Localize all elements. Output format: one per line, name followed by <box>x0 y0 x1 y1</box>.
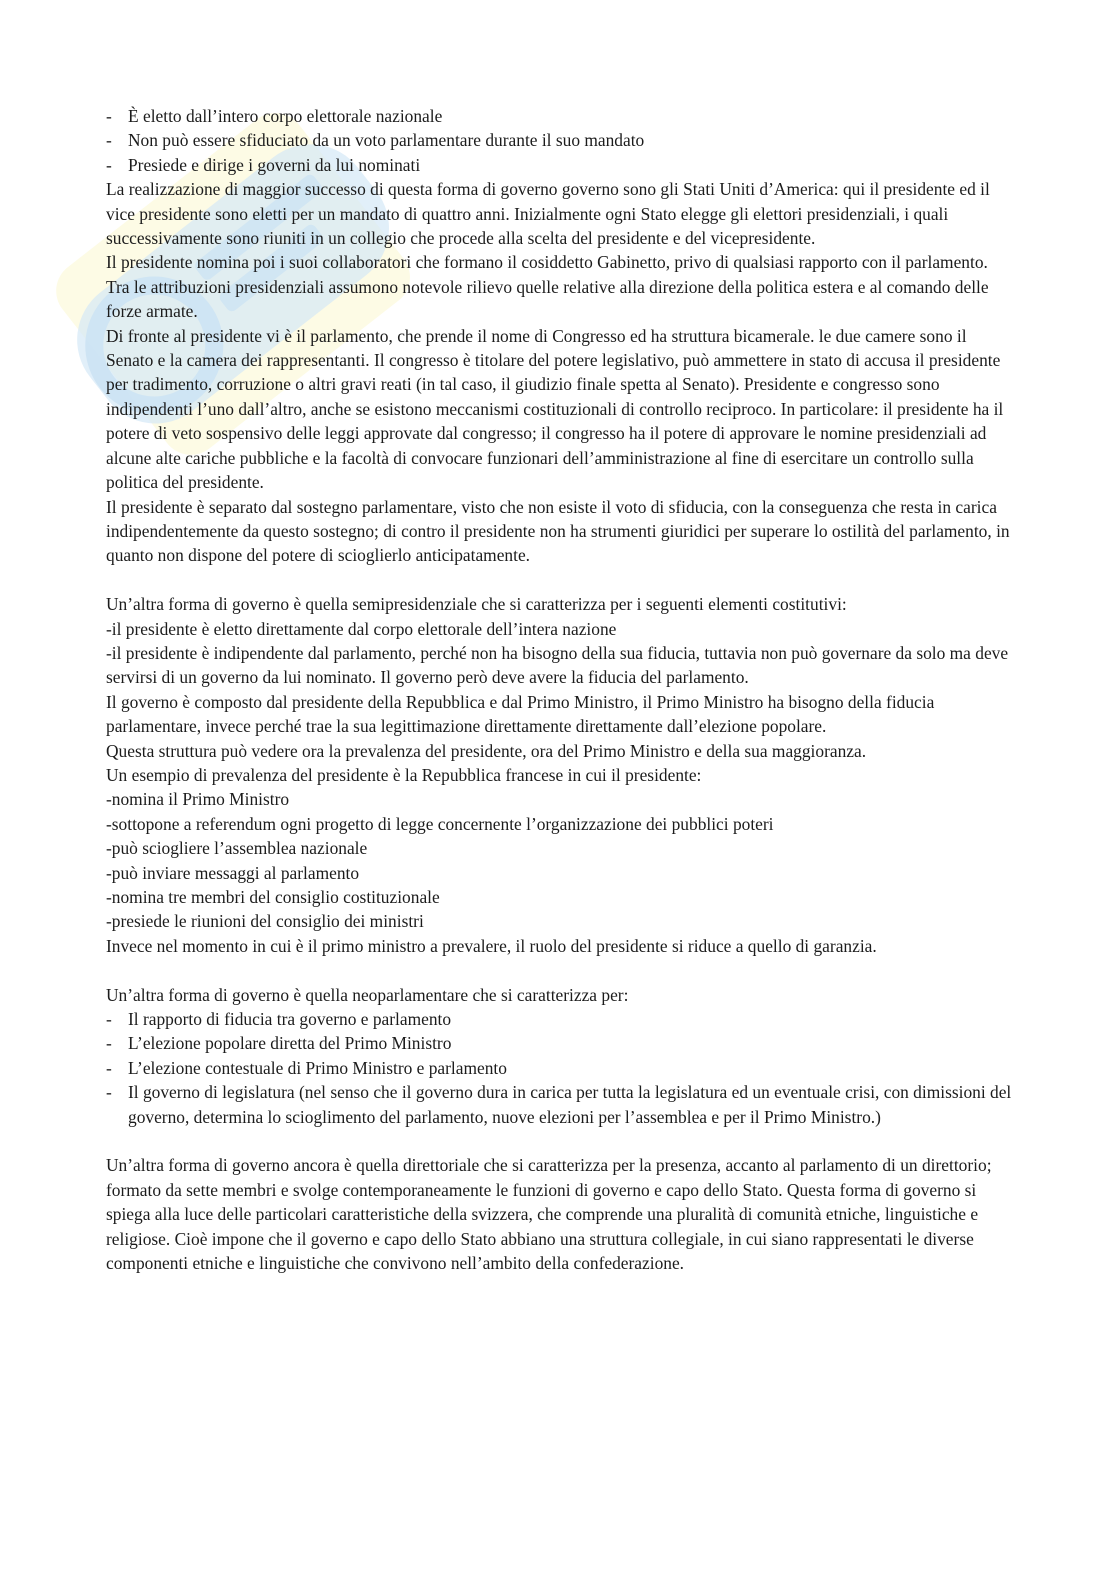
paragraph-usa-election: La realizzazione di maggior successo di questa forma di governo governo sono gli Stati Uniti d’America: qui il presidente ed il vice presidente sono eletti per un mandato di quattro anni. Inizialmente ogni Stato elegge gli elettori presidenziali, i quali successivamente sono riuniti in un collegio che procede alla scelta del presidente e del vicepresidente. <box>106 179 990 249</box>
list-item: - Non può essere sfiduciato da un voto parlamentare durante il suo mandato <box>106 128 1012 152</box>
element-item: -il presidente è indipendente dal parlamento, perché non ha bisogno della sua fiducia, tuttavia non può governare da solo ma deve servirsi di un governo da lui nominato. Il governo però deve avere la fiducia del parlamento. <box>106 642 1009 688</box>
list-item: - L’elezione popolare diretta del Primo Ministro <box>106 1031 1012 1055</box>
paragraph-government-composition: Il governo è composto dal presidente della Repubblica e dal Primo Ministro, il Primo Ministro ha bisogno della fiducia parlamentare, invece perché trae la sua legittimazione direttamente direttamente dall’elezione popolare. <box>106 691 935 737</box>
paragraph-prevalence: Questa struttura può vedere ora la prevalenza del presidente, ora del Primo Ministro e della sua maggioranza. <box>106 740 867 761</box>
paragraph-semipresidential-intro: Un’altra forma di governo è quella semipresidenziale che si caratterizza per i seguenti elementi costitutivi: <box>106 594 847 615</box>
power-item: -sottopone a referendum ogni progetto di legge concernente l’organizzazione dei pubblici poteri <box>106 813 774 834</box>
paragraph-directorial: Un’altra forma di governo ancora è quella direttoriale che si caratterizza per la presenza, accanto al parlamento di un direttorio; formato da sette membri e svolge contemporaneamente le funzioni di governo e capo dello Stato. Questa forma di governo si spiega alla luce delle particolari caratteristiche della svizzera, che comprende una pluralità di comunità etniche, linguistiche e religiose. Cioè impone che il governo e capo dello Stato abbiano una struttura collegiale, in cui siano rappresentati le diverse componenti etniche e linguistiche che convivono nell’ambito della confederazione. <box>106 1155 992 1274</box>
intro-list <box>106 104 1012 177</box>
paragraph-france-example: Un esempio di prevalenza del presidente è la Repubblica francese in cui il presidente: <box>106 764 702 785</box>
power-item: -presiede le riunioni del consiglio dei ministri <box>106 911 424 932</box>
power-item: -può inviare messaggi al parlamento <box>106 862 360 883</box>
list-item: - Presiede e dirige i governi da lui nominati <box>106 153 1012 177</box>
element-item: -il presidente è eletto direttamente dal corpo elettorale dell’intera nazione <box>106 618 617 639</box>
paragraph-separation: Il presidente è separato dal sostegno parlamentare, visto che non esiste il voto di sfiducia, con la conseguenza che resta in carica indipendentemente da questo sostegno; di contro il presidente non ha strumenti giuridici per superare lo ostilità del parlamento, in quanto non dispone del potere di scioglierlo anticipatamente. <box>106 496 1010 566</box>
list-item: - È eletto dall’intero corpo elettorale nazionale <box>106 104 1012 128</box>
power-item: -nomina il Primo Ministro <box>106 789 290 810</box>
paragraph-neoparliamentary-intro: Un’altra forma di governo è quella neoparlamentare che si caratterizza per: <box>106 984 629 1005</box>
list-item: - Il governo di legislatura (nel senso che il governo dura in carica per tutta la legislatura ed un eventuale crisi, con dimissioni del governo, determina lo scioglimento del parlamento, nuove elezioni per l’assemblea e per il Primo Ministro.) <box>106 1080 1012 1129</box>
list-item: - Il rapporto di fiducia tra governo e parlamento <box>106 1007 1012 1031</box>
power-item: -può sciogliere l’assemblea nazionale <box>106 838 368 859</box>
paragraph-guarantee: Invece nel momento in cui è il primo ministro a prevalere, il ruolo del presidente si riduce a quello di garanzia. <box>106 935 877 956</box>
document-page <box>106 104 1012 1275</box>
paragraph-cabinet: Il presidente nomina poi i suoi collaboratori che formano il cosiddetto Gabinetto, privo di qualsiasi rapporto con il parlamento. Tra le attribuzioni presidenziali assumono notevole rilievo quelle relative alla direzione della politica estera e al comando delle forze armate. <box>106 252 989 322</box>
paragraph-congress: Di fronte al presidente vi è il parlamento, che prende il nome di Congresso ed ha struttura bicamerale. le due camere sono il Senato e la camera dei rappresentanti. Il congresso è titolare del potere legislativo, può ammettere in stato di accusa il presidente per tradimento, corruzione o altri gravi reati (in tal caso, il giudizio finale spetta al Senato). Presidente e congresso sono indipendenti l’uno dall’altro, anche se esistono meccanismi costituzionali di controllo reciproco. In particolare: il presidente ha il potere di veto sospensivo delle leggi approvate dal congresso; il congresso ha il potere di approvare le nomine presidenziali ad alcune alte cariche pubbliche e la facoltà di convocare funzionari dell’amministrazione al fine di esercitare un controllo sulla politica del presidente. <box>106 325 1004 493</box>
list-item: - L’elezione contestuale di Primo Ministro e parlamento <box>106 1056 1012 1080</box>
power-item: -nomina tre membri del consiglio costituzionale <box>106 886 440 907</box>
neoparliamentary-list <box>106 1007 1012 1129</box>
